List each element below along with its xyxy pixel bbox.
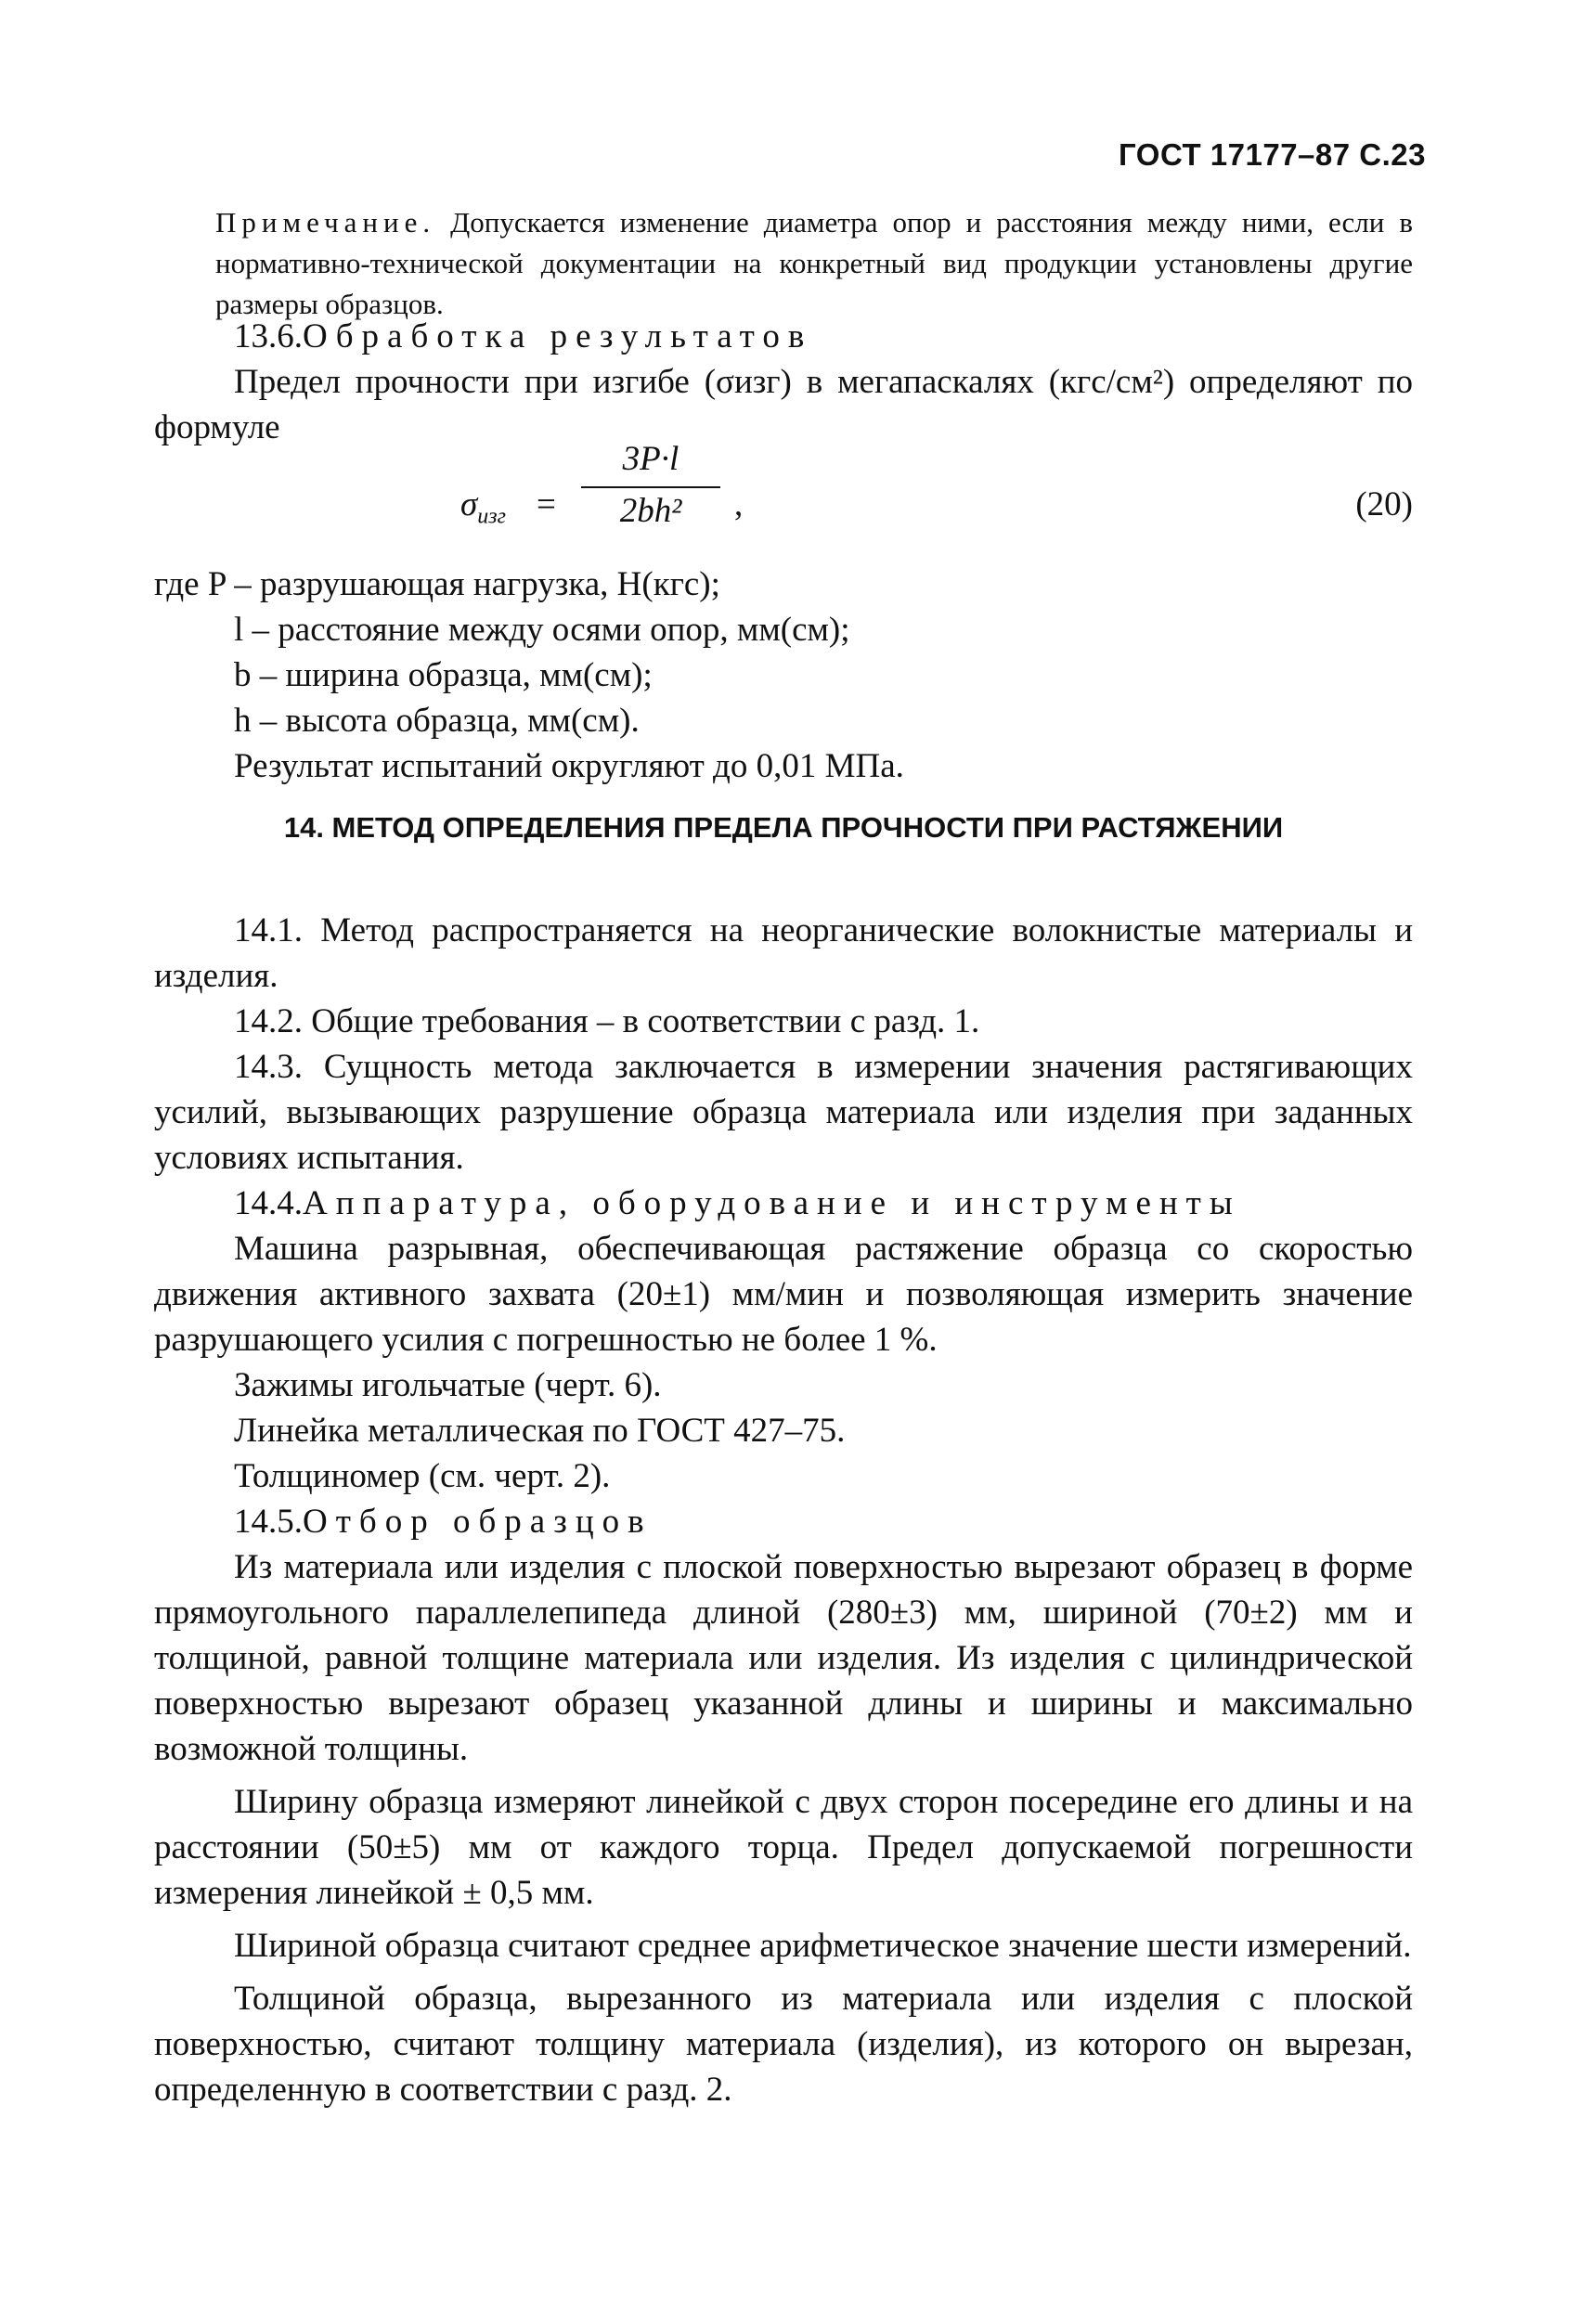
- formula-number: (20): [1355, 485, 1413, 523]
- note-paragraph: [215, 202, 1413, 325]
- formula-equals: =: [537, 485, 556, 523]
- where-line-3: b – ширина образца, мм(см);: [234, 656, 653, 694]
- fraction-bar: [581, 486, 720, 488]
- paragraph-14-4-c: Линейка металлическая по ГОСТ 427–75.: [234, 1412, 846, 1450]
- where-line-4: h – высота образца, мм(см).: [234, 702, 640, 740]
- heading-14-5-title: Отбор образцов: [303, 1503, 653, 1541]
- formula-denominator: 2bh²: [619, 492, 682, 530]
- heading-14-5-number: 14.5.: [234, 1503, 303, 1541]
- paragraph-14-5-c: Шириной образца считают среднее арифметическое значение шести измерений.: [234, 1927, 1412, 1965]
- paragraph-14-3: 14.3. Сущность метода заключается в измерении значения растягивающих усилий, вызывающих разрушение образца материала или изделия при заданных условиях испытания.: [154, 1048, 1413, 1177]
- heading-13-6-number: 13.6.: [234, 317, 303, 355]
- paragraph-14-1: 14.1. Метод распространяется на неорганические волокнистые материалы и изделия.: [154, 911, 1413, 995]
- paragraph-14-5-d: Толщиной образца, вырезанного из материала или изделия с плоской поверхностью, считают толщину материала (изделия), из которого он вырезан, определенную в соответствии с разд. 2.: [154, 1980, 1413, 2109]
- formula-lhs: $\sigma_{изг}$: [460, 485, 506, 529]
- section-14-body: [154, 908, 1413, 2112]
- paragraph-14-4-a: Машина разрывная, обеспечивающая растяжение образца со скоростью движения активного захвата (20±1) мм/мин и позволяющая измерить значение разрушающего усилия с погрешностью не более 1 %.: [154, 1230, 1413, 1359]
- paragraph-14-2: 14.2. Общие требования – в соответствии с разд. 1.: [234, 1002, 980, 1040]
- where-block: [154, 562, 1413, 789]
- paragraph-14-5-a: Из материала или изделия с плоской поверхностью вырезают образец в форме прямоугольного параллелепипеда длиной (280±3) мм, шириной (70±2) мм и толщиной, равной толщине материала или изделия. Из изделия с цилиндрической поверхностью вырезают образец указанной длины и ширины и максимально возможной толщины.: [154, 1548, 1413, 1768]
- paragraph-14-4-b: Зажимы игольчатые (черт. 6).: [234, 1366, 662, 1404]
- heading-14-4-title: Аппаратура, оборудование и инструменты: [303, 1184, 1241, 1222]
- formula-numerator: 3P·l: [622, 440, 679, 478]
- note-text: Допускается изменение диаметра опор и расстояния между ними, если в нормативно-технической документации на конкретный вид продукции установлены другие размеры образцов.: [215, 206, 1413, 320]
- where-line-2: l – расстояние между осями опор, мм(см);: [234, 611, 850, 649]
- paragraph-14-5-b: Ширину образца измеряют линейкой с двух сторон посередине его длины и на расстоянии (50±5) мм от каждого торца. Предел допускаемой погрешности измерения линейкой ± 0,5 мм.: [154, 1783, 1413, 1912]
- where-line-1: где P – разрушающая нагрузка, Н(кгс);: [154, 565, 720, 603]
- page-header: ГОСТ 17177–87 С.23: [1119, 137, 1426, 172]
- heading-13-6-title: Обработка результатов: [303, 317, 813, 355]
- paragraph-13-6-intro: Предел прочности при изгибе (σизг) в мегапаскалях (кгс/см²) определяют по формуле: [154, 363, 1413, 446]
- where-line-5: Результат испытаний округляют до 0,01 МПа.: [234, 747, 904, 785]
- formula-20: [154, 436, 1413, 557]
- paragraph-14-4-d: Толщиномер (см. черт. 2).: [234, 1457, 611, 1495]
- heading-14-4-number: 14.4.: [234, 1184, 303, 1222]
- formula-fraction: [581, 436, 720, 536]
- heading-13-6: [154, 314, 1413, 359]
- heading-14-5: [154, 1499, 1413, 1544]
- section-14-title: 14. МЕТОД ОПРЕДЕЛЕНИЯ ПРЕДЕЛА ПРОЧНОСТИ ПРИ РАСТЯЖЕНИИ: [283, 811, 1284, 844]
- note-label: Примечание.: [215, 206, 436, 239]
- section-13-6: [154, 314, 1413, 450]
- heading-14-4: [154, 1181, 1413, 1226]
- formula-comma: ,: [734, 485, 744, 523]
